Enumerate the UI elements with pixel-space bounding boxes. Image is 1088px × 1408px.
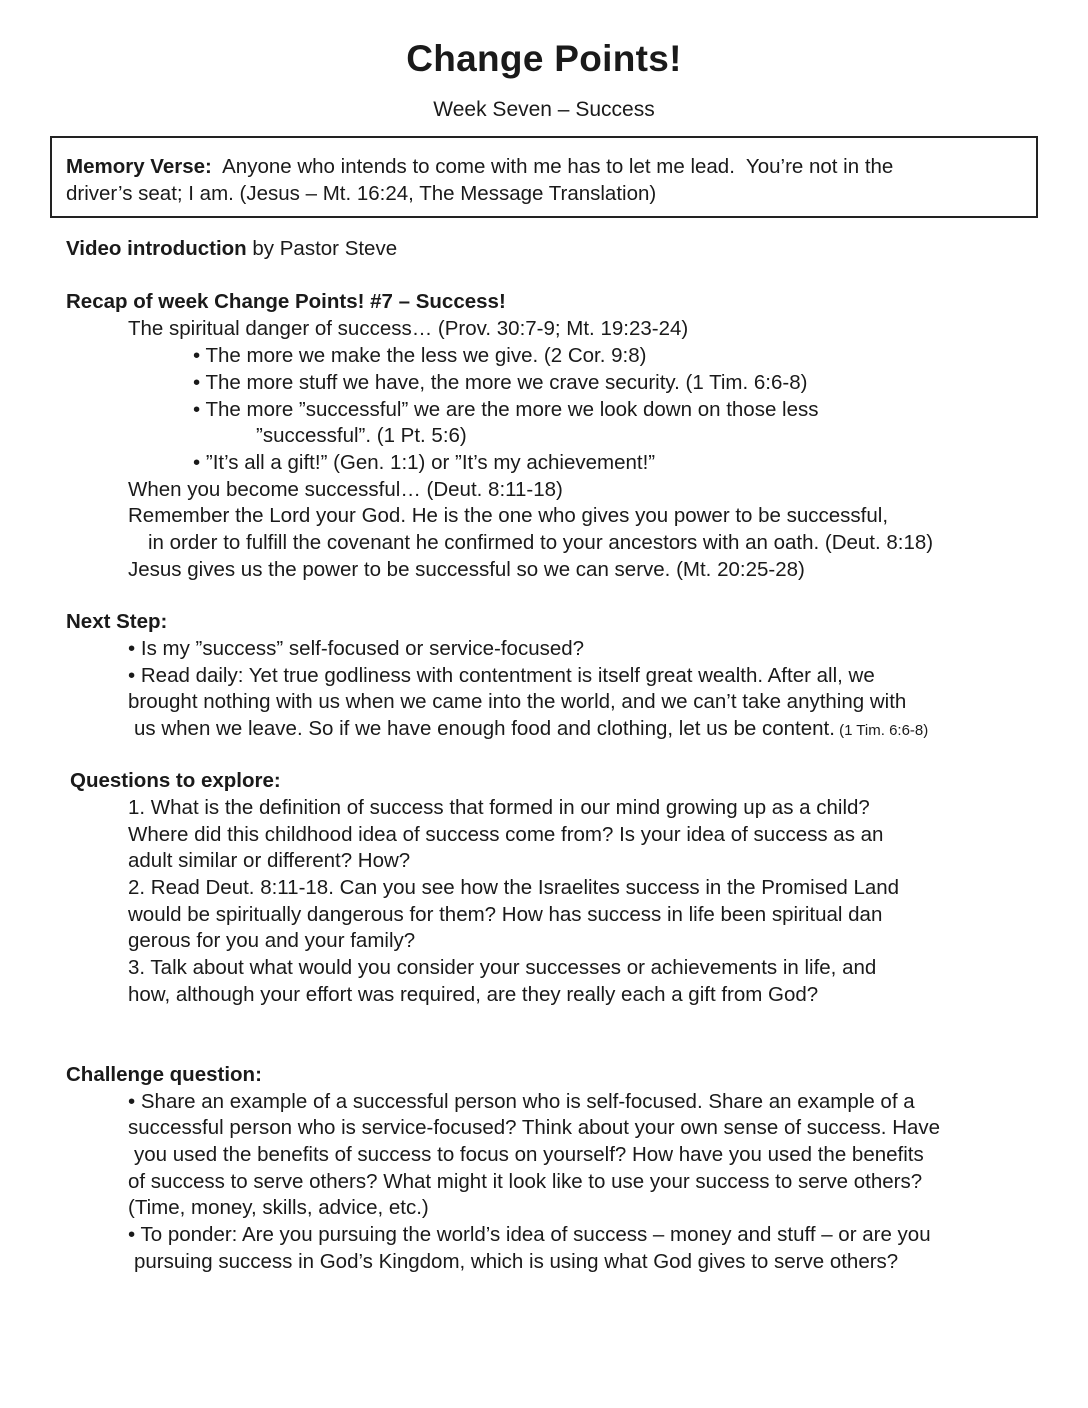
question-line: 3. Talk about what would you consider your successes or achievements in life, and [128, 956, 877, 979]
next-step-bullet: • Is my ”success” self-focused or service-focused? [128, 637, 585, 660]
question-line: would be spiritually dangerous for them? How has success in life been spiritual dan [128, 903, 883, 926]
memory-verse-line-1 [66, 153, 1022, 180]
next-step-bullet: • Read daily: Yet true godliness with contentment is itself great wealth. After all, we [128, 664, 875, 687]
next-step-bullet-cont [134, 716, 928, 744]
challenge-line: pursuing success in God’s Kingdom, which is using what God gives to serve others? [134, 1250, 899, 1273]
memory-verse-label: Memory Verse: [66, 155, 212, 178]
recap-heading: Recap of week Change Points! #7 – Success! [66, 290, 506, 313]
challenge-line: • To ponder: Are you pursuing the world’s idea of success – money and stuff – or are you [128, 1223, 931, 1246]
recap-line: Remember the Lord your God. He is the one who gives you power to be successful, [128, 504, 889, 527]
question-line: how, although your effort was required, are they really each a gift from God? [128, 983, 819, 1006]
next-step-heading: Next Step: [66, 610, 168, 633]
page-subtitle: Week Seven – Success [433, 98, 655, 121]
challenge-line: you used the benefits of success to focus on yourself? How have you used the benefits [134, 1143, 924, 1166]
memory-verse-text-1: Anyone who intends to come with me has to let me lead. You’re not in the [211, 155, 894, 178]
question-line: 2. Read Deut. 8:11-18. Can you see how the Israelites success in the Promised Land [128, 876, 900, 899]
video-intro [66, 236, 397, 262]
recap-bullet: • The more we make the less we give. (2 Cor. 9:8) [193, 344, 647, 367]
challenge-line: successful person who is service-focused? Think about your own sense of success. Have [128, 1116, 941, 1139]
memory-verse-line-2: driver’s seat; I am. (Jesus – Mt. 16:24, The Message Translation) [66, 182, 657, 205]
recap-line: When you become successful… (Deut. 8:11-18) [128, 478, 563, 501]
memory-verse-box [50, 136, 1038, 218]
recap-line: Jesus gives us the power to be successful so we can serve. (Mt. 20:25-28) [128, 558, 805, 581]
challenge-line: of success to serve others? What might it look like to use your success to serve others? [128, 1170, 923, 1193]
recap-bullet-cont: ”successful”. (1 Pt. 5:6) [256, 424, 467, 447]
recap-bullet: • The more stuff we have, the more we crave security. (1 Tim. 6:6-8) [193, 371, 808, 394]
question-line: adult similar or different? How? [128, 849, 411, 872]
questions-heading: Questions to explore: [70, 769, 281, 792]
recap-bullet: • ”It’s all a gift!” (Gen. 1:1) or ”It’s my achievement!” [193, 451, 656, 474]
question-line: gerous for you and your family? [128, 929, 416, 952]
challenge-heading: Challenge question: [66, 1063, 262, 1086]
question-line: 1. What is the definition of success that formed in our mind growing up as a child? [128, 796, 870, 819]
page-title: Change Points! [406, 38, 682, 79]
challenge-line: (Time, money, skills, advice, etc.) [128, 1196, 429, 1219]
video-intro-label: Video introduction [66, 237, 247, 260]
scripture-reference: (1 Tim. 6:6-8) [834, 722, 929, 739]
recap-line: in order to fulfill the covenant he confirmed to your ancestors with an oath. (Deut. 8:18) [148, 531, 934, 554]
challenge-line: • Share an example of a successful person who is self-focused. Share an example of a [128, 1090, 915, 1113]
video-intro-text: by Pastor Steve [246, 237, 398, 260]
recap-line: The spiritual danger of success… (Prov. 30:7-9; Mt. 19:23-24) [128, 317, 689, 340]
next-step-bullet-cont: brought nothing with us when we came into the world, and we can’t take anything with [128, 690, 907, 713]
recap-bullet: • The more ”successful” we are the more we look down on those less [193, 398, 819, 421]
next-step-bullet-text: us when we leave. So if we have enough food and clothing, let us be content. [134, 717, 835, 740]
question-line: Where did this childhood idea of success come from? Is your idea of success as an [128, 823, 884, 846]
